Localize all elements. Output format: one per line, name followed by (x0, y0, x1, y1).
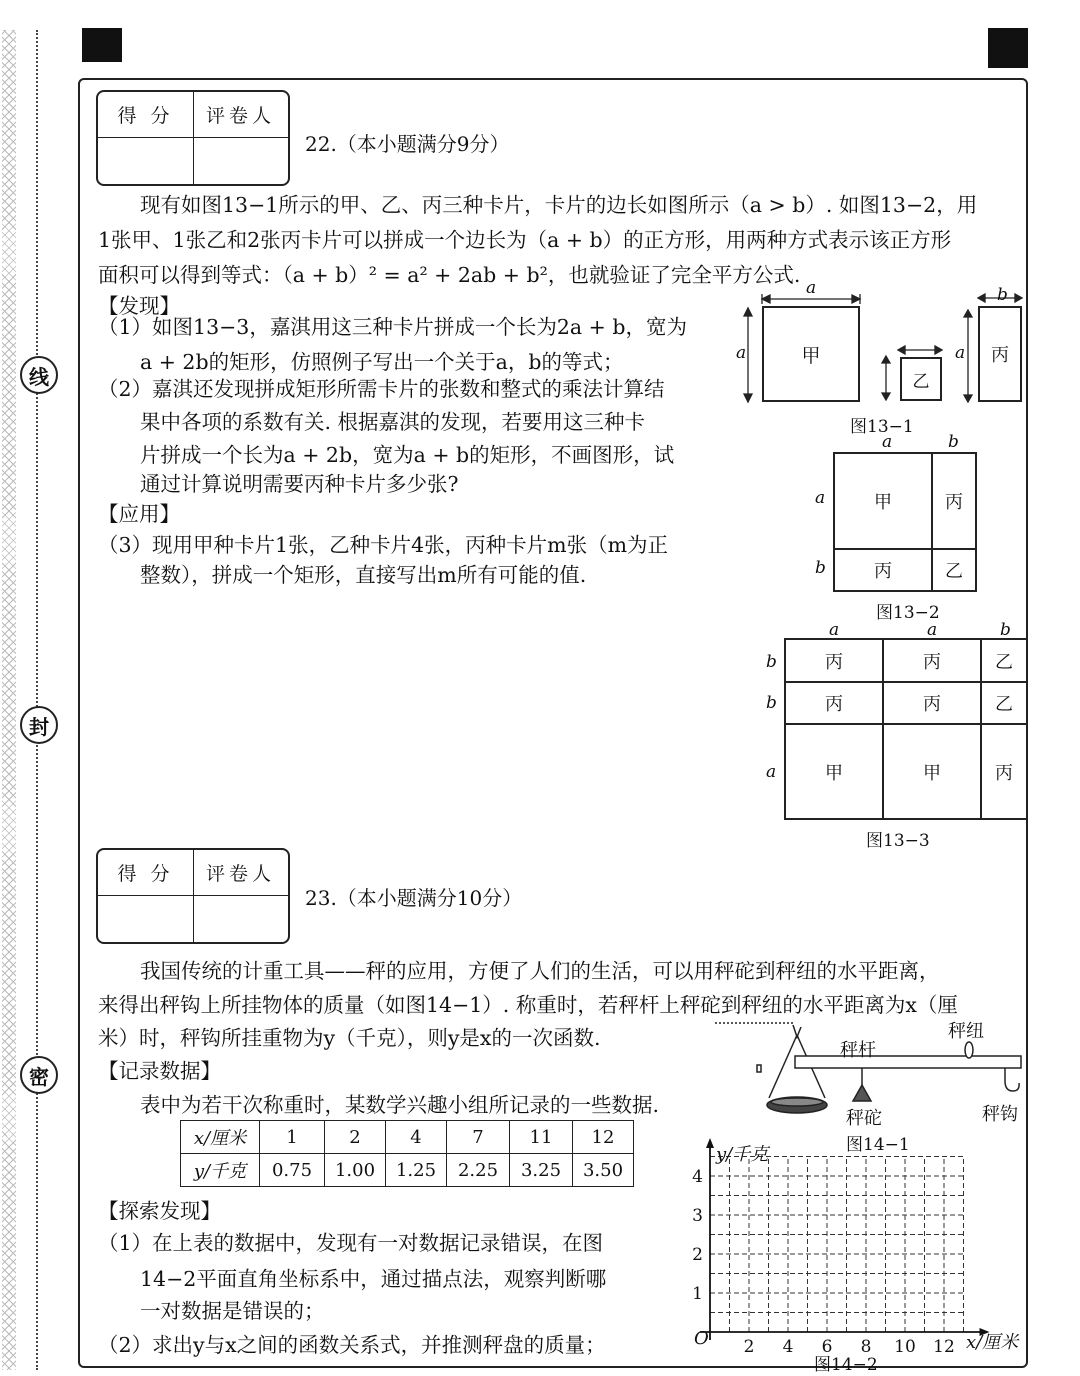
y-axis-arrow (706, 1138, 714, 1148)
q22-intro-line-3: 面积可以得到等式：（a + b）² = a² + 2ab + b²，也就验证了完全平方公式. (98, 263, 801, 287)
q22-intro-line-2: 1张甲、1张乙和2张丙卡片可以拼成一个边长为（a + b）的正方形，用两种方式表示该正方形 (98, 228, 952, 252)
fig13-3-label-a-left: a (766, 762, 777, 782)
table-cell: 1.00 (325, 1154, 386, 1187)
table-header-x: x/厘米 (181, 1121, 260, 1154)
fig14-2-caption: 图14−2 (814, 1355, 878, 1375)
score-box-q23 (96, 848, 290, 944)
table-cell: 11 (510, 1121, 573, 1154)
registration-mark-right (988, 28, 1028, 68)
y-tick-label: 1 (692, 1284, 703, 1304)
fig13-1-label-a-right: a (955, 343, 966, 363)
binding-dotted-line (36, 30, 38, 1370)
label-rod: 秤杆 (840, 1040, 876, 1061)
fig14-1-caption: 图14−1 (846, 1135, 910, 1155)
fig13-3-cell-r3c1: 甲 (784, 723, 884, 820)
fig13-2-label-a-left: a (815, 488, 826, 508)
table-row-y (181, 1154, 634, 1187)
score-label: 得 分 (98, 92, 193, 138)
label-hook: 秤钩 (982, 1104, 1018, 1125)
fig13-1-label-a-left: a (736, 343, 747, 363)
y-axis-label: y/千克 (716, 1144, 769, 1165)
fig13-2-cell-yi: 乙 (931, 548, 977, 592)
y-tick-label: 2 (692, 1245, 703, 1265)
q22-part2-line-1: （2）嘉淇还发现拼成矩形所需卡片的张数和整式的乘法计算结 (98, 377, 665, 401)
fig13-3-cell-r3c3: 丙 (980, 723, 1028, 820)
table-cell: 7 (447, 1121, 510, 1154)
fig13-3-label-b2: b (766, 693, 777, 713)
fig13-3-label-a1: a (829, 620, 840, 640)
table-cell: 1 (260, 1121, 325, 1154)
y-tick-label: 4 (692, 1167, 703, 1187)
q22-part2-line-4: 通过计算说明需要丙种卡片多少张? (140, 472, 459, 496)
q23-part2: （2）求出y与x之间的函数关系式，并推测秤盘的质量； (98, 1333, 606, 1357)
fig13-2-cell-jia: 甲 (833, 452, 933, 550)
q23-part1-line-3: 一对数据是错误的； (140, 1299, 325, 1323)
fig13-2-label-b-left: b (815, 558, 826, 578)
q22-section-apply: 【应用】 (98, 502, 180, 526)
q22-intro-line-1: 现有如图13−1所示的甲、乙、丙三种卡片，卡片的边长如图所示（a > b）. 如图13−2，用 (140, 193, 978, 217)
fig13-3-cell-r3c2: 甲 (882, 723, 982, 820)
q23-part1-line-2: 14−2平面直角坐标系中，通过描点法，观察判断哪 (140, 1267, 607, 1291)
fig13-3-label-b1: b (766, 652, 777, 672)
fig13-3-caption: 图13−3 (866, 831, 930, 851)
table-cell: 2 (325, 1121, 386, 1154)
seal-xian: 线 (20, 356, 58, 394)
q22-part3-line-1: （3）现用甲种卡片1张，乙种卡片4张，丙种卡片m张（m为正 (98, 533, 669, 557)
fig13-1-caption: 图13−1 (850, 417, 914, 437)
origin-label: O (694, 1328, 709, 1349)
q22-part1-line-2: a + 2b的矩形，仿照例子写出一个关于a，b的等式； (140, 350, 624, 374)
card-yi: 乙 (900, 357, 942, 401)
card-bing: 丙 (978, 306, 1022, 402)
q23-title: 23.（本小题满分10分） (305, 886, 523, 910)
q23-section-record: 【记录数据】 (98, 1059, 221, 1083)
fig13-1-label-b-top: b (997, 285, 1008, 305)
grader-label: 评卷人 (193, 92, 288, 138)
q23-intro-line-2: 来得出秤钩上所挂物体的质量（如图14−1）. 称重时，若秤杆上秤砣到秤纽的水平距离为x（厘 (98, 993, 958, 1017)
q23-section-explore: 【探索发现】 (98, 1199, 221, 1223)
fig13-2-caption: 图13−2 (876, 603, 940, 623)
q22-part2-line-3: 片拼成一个长为a + 2b，宽为a + b的矩形，不画图形，试 (140, 443, 675, 467)
fig13-2-cell-bing-right: 丙 (931, 452, 977, 550)
fig13-3-cell-r1c3: 乙 (980, 638, 1028, 683)
fig13-3-label-a2: a (927, 620, 938, 640)
x-tick-label: 12 (933, 1337, 955, 1357)
fig13-2-label-b-top: b (948, 432, 959, 452)
q23-intro-line-3: 米）时，秤钩所挂重物为y（千克），则y是x的一次函数. (98, 1026, 601, 1050)
fig13-3-cell-r2c3: 乙 (980, 681, 1028, 725)
y-tick-label: 3 (692, 1206, 703, 1226)
fig13-3-cell-r2c2: 丙 (882, 681, 982, 725)
q23-part1-line-1: （1）在上表的数据中，发现有一对数据记录错误，在图 (98, 1231, 604, 1255)
seal-feng: 封 (20, 706, 58, 744)
table-header-y: y/千克 (181, 1154, 260, 1187)
x-tick-label: 6 (821, 1337, 833, 1357)
data-table (180, 1120, 634, 1187)
table-cell: 2.25 (447, 1154, 510, 1187)
label-knob: 秤纽 (948, 1021, 984, 1042)
score-label: 得 分 (98, 850, 193, 896)
label-weight: 秤砣 (846, 1108, 882, 1129)
binding-margin-pattern (2, 30, 16, 1370)
fig13-2-label-a-top: a (882, 432, 893, 452)
table-cell: 1.25 (386, 1154, 447, 1187)
q22-part2-line-2: 果中各项的系数有关. 根据嘉淇的发现，若要用这三种卡 (140, 410, 646, 434)
q22-part1-line-1: （1）如图13−3，嘉淇用这三种卡片拼成一个长为2a + b，宽为 (98, 315, 687, 339)
registration-mark-left (82, 28, 122, 62)
x-tick-label: 10 (894, 1337, 916, 1357)
q22-part3-line-2: 整数），拼成一个矩形，直接写出m所有可能的值. (140, 563, 587, 587)
x-axis-label: x/厘米 (966, 1332, 1019, 1353)
card-jia: 甲 (762, 306, 860, 402)
table-cell: 3.50 (573, 1154, 634, 1187)
table-row-x (181, 1121, 634, 1154)
fig13-1-label-a-top: a (806, 278, 817, 298)
table-cell: 0.75 (260, 1154, 325, 1187)
fig13-2-cell-bing-bottom: 丙 (833, 548, 933, 592)
q22-section-discover: 【发现】 (98, 294, 180, 318)
fig13-3-cell-r1c1: 丙 (784, 638, 884, 683)
fig13-3-cell-r2c1: 丙 (784, 681, 884, 725)
fig13-3-label-b-top: b (1000, 620, 1011, 640)
table-cell: 12 (573, 1121, 634, 1154)
x-tick-label: 4 (782, 1337, 794, 1357)
x-tick-label: 8 (860, 1337, 872, 1357)
seal-mi: 密 (20, 1056, 58, 1094)
score-box-q22 (96, 90, 290, 186)
table-cell: 3.25 (510, 1154, 573, 1187)
q22-title: 22.（本小题满分9分） (305, 132, 510, 156)
table-cell: 4 (386, 1121, 447, 1154)
fig13-3-cell-r1c2: 丙 (882, 638, 982, 683)
q23-record-text: 表中为若干次称重时，某数学兴趣小组所记录的一些数据. (140, 1093, 660, 1117)
x-tick-label: 2 (743, 1337, 755, 1357)
grader-label: 评卷人 (193, 850, 288, 896)
q23-intro-line-1: 我国传统的计重工具——秤的应用，方便了人们的生活，可以用秤砣到秤纽的水平距离， (140, 959, 940, 983)
